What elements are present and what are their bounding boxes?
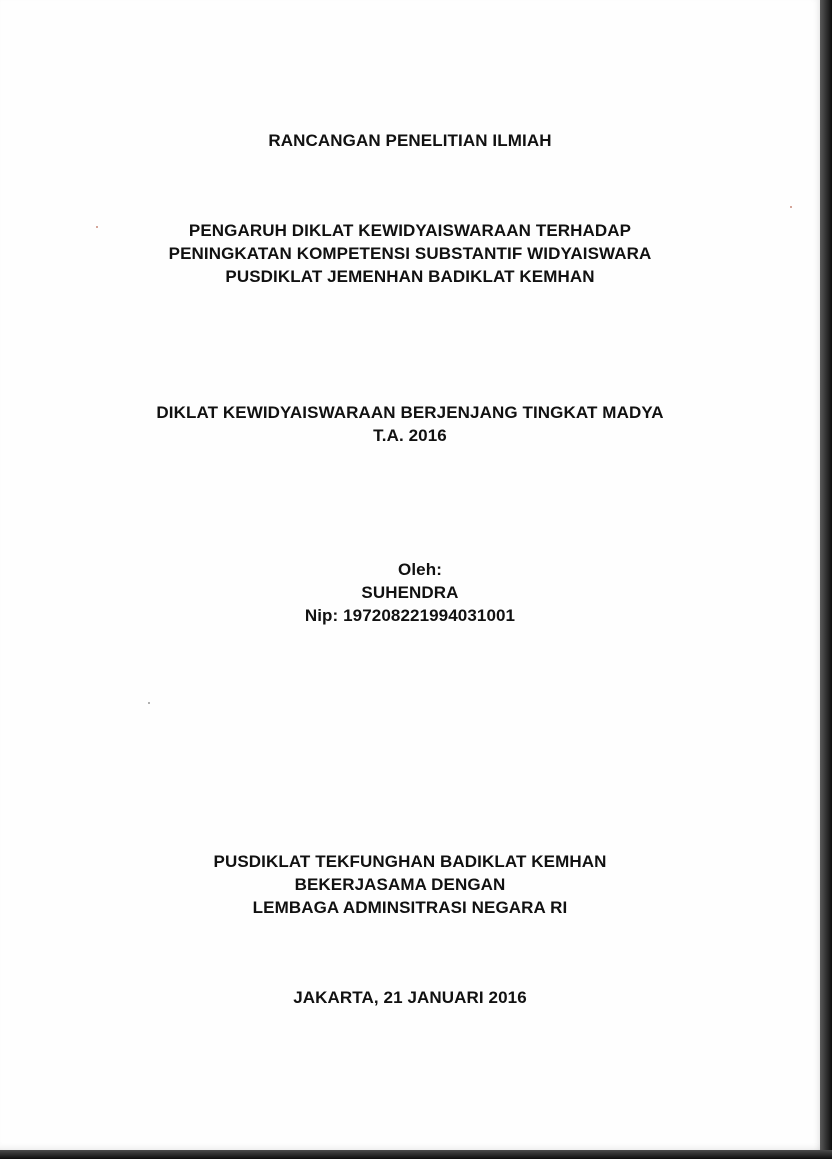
institution-line-1: PUSDIKLAT TEKFUNGHAN BADIKLAT KEMHAN <box>213 852 607 871</box>
document-type-heading: RANCANGAN PENELITIAN ILMIAH <box>268 131 552 150</box>
scan-speck <box>96 226 98 228</box>
title-line-3: PUSDIKLAT JEMENHAN BADIKLAT KEMHAN <box>225 267 595 286</box>
scan-edge-shadow <box>820 0 832 1159</box>
author-name: SUHENDRA <box>361 583 459 602</box>
institution-line-2: BEKERJASAMA DENGAN <box>294 875 506 894</box>
scan-speck <box>790 206 792 208</box>
place-date: JAKARTA, 21 JANUARI 2016 <box>293 988 527 1007</box>
program-line-1: DIKLAT KEWIDYAISWARAAN BERJENJANG TINGKAT MADYA <box>156 403 664 422</box>
institution-line-3: LEMBAGA ADMINSITRASI NEGARA RI <box>252 898 568 917</box>
scan-speck <box>148 702 150 704</box>
author-by-label: Oleh: <box>398 560 442 579</box>
title-line-1: PENGARUH DIKLAT KEWIDYAISWARAAN TERHADAP <box>188 221 632 240</box>
title-line-2: PENINGKATAN KOMPETENSI SUBSTANTIF WIDYAISWARA <box>168 244 652 263</box>
author-nip: Nip: 197208221994031001 <box>304 606 516 625</box>
program-year: T.A. 2016 <box>373 426 447 445</box>
scan-bottom-shadow <box>0 1150 832 1159</box>
